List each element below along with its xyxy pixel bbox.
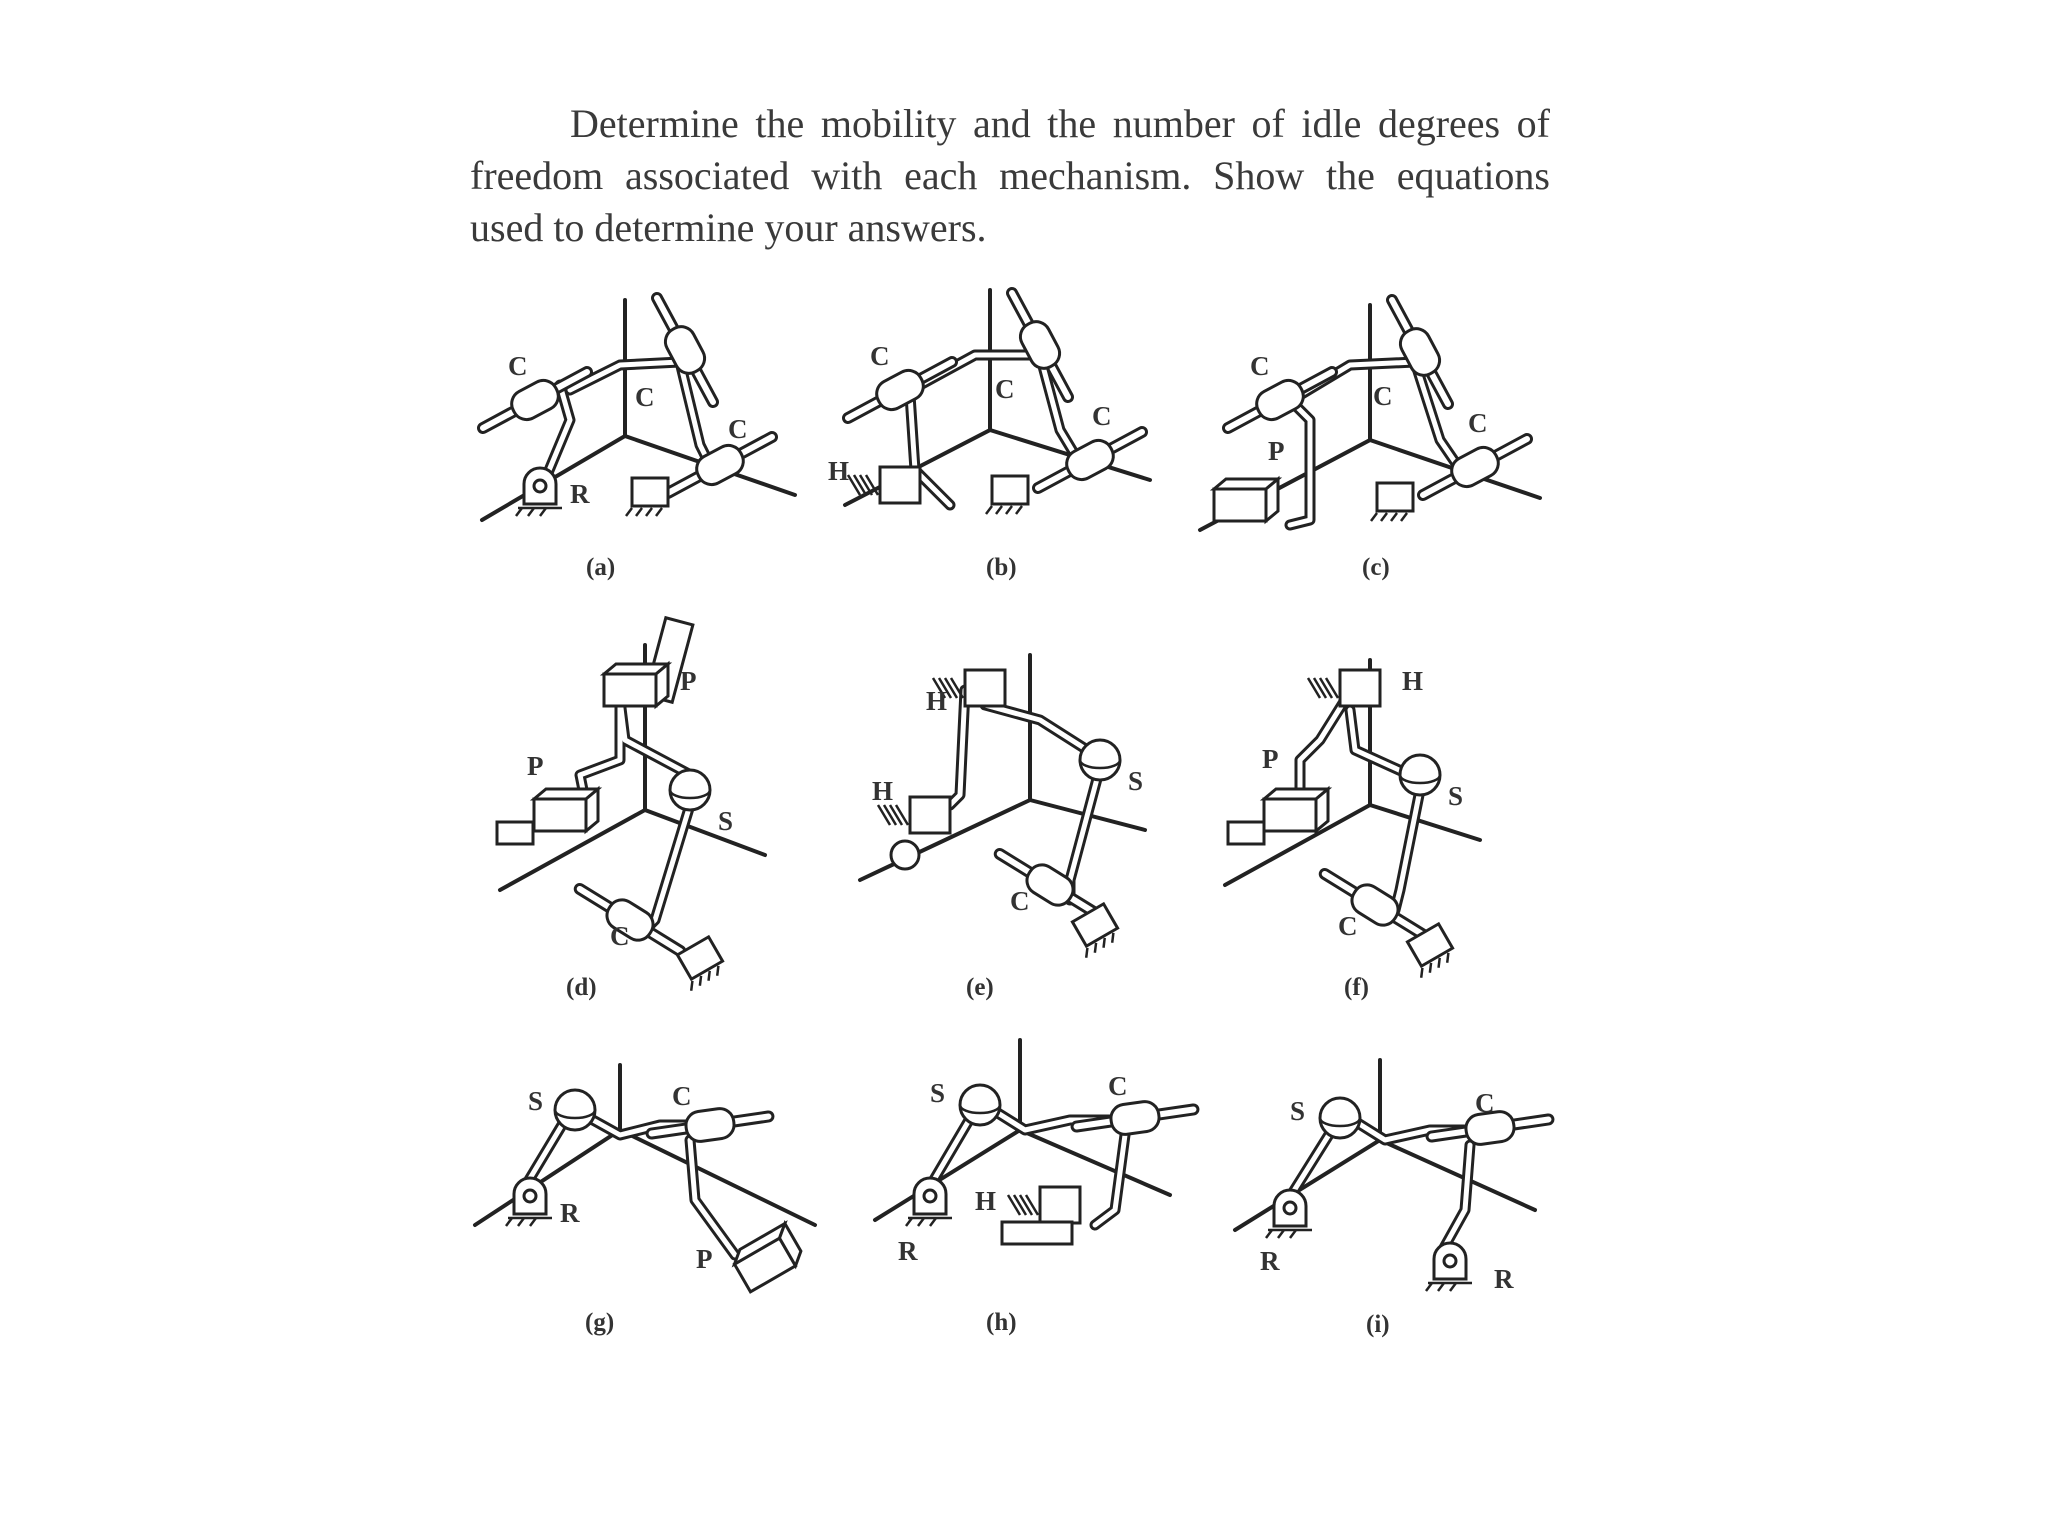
joint-label: R — [1260, 1246, 1280, 1276]
joint-label: H — [828, 456, 850, 486]
figure-caption: (a) — [586, 554, 616, 581]
spherical-joint-h — [960, 1085, 1000, 1125]
prismatic-joint-c — [1214, 479, 1278, 521]
joint-label: P — [696, 1244, 713, 1274]
figure-c — [1200, 300, 1540, 581]
revolute-joint-a — [516, 468, 562, 516]
joint-label: P — [1262, 744, 1279, 774]
figure-caption: (i) — [1366, 1311, 1390, 1338]
spherical-joint-d — [670, 770, 710, 810]
cylindrical-joint-a3 — [668, 437, 772, 493]
joint-label: H — [1402, 666, 1424, 696]
figure-caption: (h) — [986, 1309, 1017, 1336]
joint-label: H — [926, 686, 948, 716]
figure-i — [1235, 1060, 1548, 1338]
cylindrical-joint-b2 — [1012, 293, 1068, 397]
spherical-joint-f — [1400, 755, 1440, 795]
joint-label: P — [680, 666, 697, 696]
spherical-joint-i — [1320, 1098, 1360, 1138]
joint-label: R — [560, 1198, 580, 1228]
cylindrical-joint-b1 — [848, 362, 952, 418]
problem-statement: Determine the mobility and the number of idle degrees of freedom associated with each mechanism. Show the equations used to determine your answers. — [470, 101, 1550, 250]
joint-label: R — [898, 1236, 918, 1266]
cylindrical-joint-b3 — [1038, 432, 1142, 488]
joint-label: C — [1475, 1088, 1495, 1118]
prismatic-joint-f — [1264, 789, 1328, 831]
figure-h — [875, 1040, 1193, 1336]
spherical-joint-e — [1080, 740, 1120, 780]
helical-joint-f — [1308, 670, 1380, 706]
prismatic-joint-g — [729, 1223, 805, 1291]
revolute-joint-i2 — [1426, 1243, 1472, 1291]
joint-label: S — [1290, 1096, 1306, 1126]
joint-label: H — [872, 776, 894, 806]
revolute-joint-i1 — [1266, 1190, 1312, 1238]
joint-label: C — [635, 382, 655, 412]
prismatic-joint-d1 — [604, 664, 668, 706]
revolute-joint-g — [506, 1178, 552, 1226]
ground-block-c — [1371, 483, 1413, 521]
figure-caption: (e) — [966, 974, 994, 1001]
revolute-joint-h — [906, 1178, 952, 1226]
joint-label: C — [1092, 401, 1112, 431]
joint-label: C — [672, 1081, 692, 1111]
joint-label: C — [1108, 1071, 1128, 1101]
figure-caption: (b) — [986, 554, 1017, 581]
ground-block-b — [986, 476, 1028, 514]
joint-label: C — [1373, 381, 1393, 411]
figure-caption: (c) — [1362, 554, 1390, 581]
spherical-joint-g — [555, 1090, 595, 1130]
joint-label: C — [610, 921, 630, 951]
joint-label: S — [718, 806, 734, 836]
figure-e — [860, 655, 1145, 1001]
joint-label: R — [1494, 1264, 1514, 1294]
figure-g — [475, 1065, 815, 1336]
joint-label: S — [930, 1078, 946, 1108]
joint-label: S — [1128, 766, 1144, 796]
joint-label: S — [528, 1086, 544, 1116]
figure-a — [482, 298, 795, 581]
joint-label: P — [1268, 436, 1285, 466]
joint-label: C — [1250, 351, 1270, 381]
joint-label: R — [570, 479, 590, 509]
figure-caption: (f) — [1344, 974, 1369, 1001]
ground-block-e — [1067, 904, 1122, 958]
figure-d — [497, 618, 765, 1001]
joint-label: C — [1338, 911, 1358, 941]
joint-label: S — [1448, 781, 1464, 811]
figure-caption: (d) — [566, 974, 597, 1001]
joint-label: C — [870, 341, 890, 371]
joint-label: P — [527, 751, 544, 781]
cylindrical-joint-c1 — [1228, 372, 1332, 428]
prismatic-joint-d2 — [534, 789, 598, 831]
figure-b — [828, 290, 1150, 581]
helical-joint-h — [1008, 1187, 1080, 1223]
ground-block-a — [626, 478, 668, 516]
joint-label: H — [975, 1186, 997, 1216]
figure-caption: (g) — [585, 1309, 615, 1336]
joint-label: C — [508, 351, 528, 381]
cylindrical-joint-h — [1077, 1074, 1194, 1162]
joint-label: C — [1010, 886, 1030, 916]
joint-label: C — [1468, 408, 1488, 438]
joint-label: C — [728, 414, 748, 444]
figure-f — [1225, 660, 1480, 1001]
joint-label: C — [995, 374, 1015, 404]
